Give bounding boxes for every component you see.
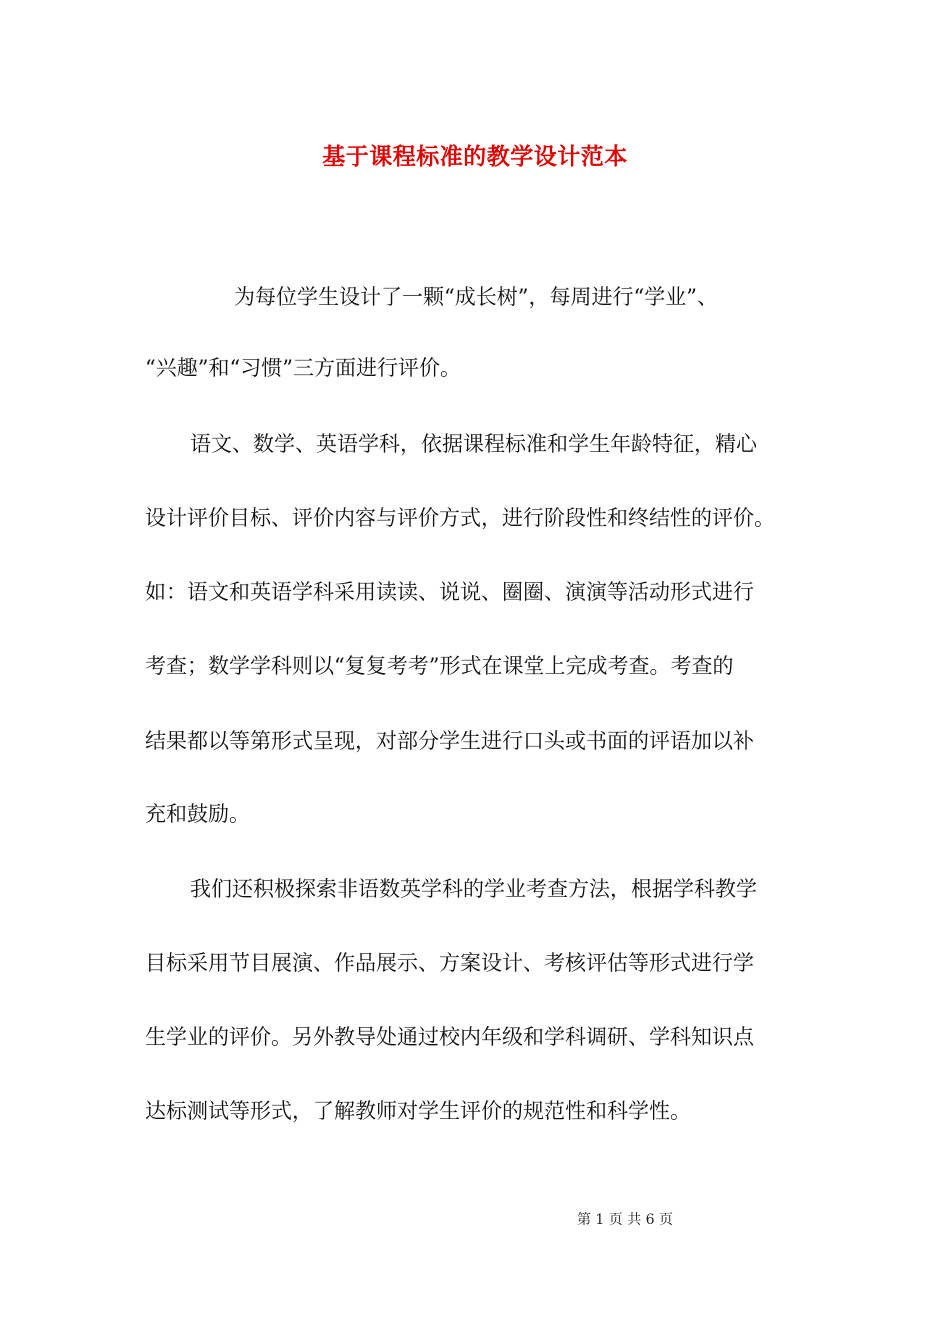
paragraph-3-line-2: 目标采用节目展演、作品展示、方案设计、考核评估等形式进行学 — [145, 951, 754, 975]
paragraph-3-line-3: 生学业的评价。另外教导处通过校内年级和学科调研、学科知识点 — [145, 1025, 754, 1049]
paragraph-2-line-2: 设计评价目标、评价内容与评价方式，进行阶段性和终结性的评价。 — [145, 506, 775, 530]
paragraph-2-line-5: 结果都以等第形式呈现，对部分学生进行口头或书面的评语加以补 — [145, 729, 754, 753]
paragraph-2-line-3: 如：语文和英语学科采用读读、说说、圈圈、演演等活动形式进行 — [145, 580, 754, 604]
paragraph-1-line-2: “兴趣”和“习惯”三方面进行评价。 — [145, 356, 461, 380]
paragraph-1-line-1: 为每位学生设计了一颗“成长树”，每周进行“学业”、 — [234, 285, 718, 309]
paragraph-2-line-1: 语文、数学、英语学科，依据课程标准和学生年龄特征，精心 — [190, 432, 757, 456]
page-footer: 第 1 页 共 6 页 — [576, 1212, 674, 1228]
paragraph-3-line-4: 达标测试等形式，了解教师对学生评价的规范性和科学性。 — [145, 1099, 691, 1123]
paragraph-3-line-1: 我们还积极探索非语数英学科的学业考查方法，根据学科教学 — [190, 877, 757, 901]
paragraph-2-line-6: 充和鼓励。 — [145, 802, 250, 826]
document-title: 基于课程标准的教学设计范本 — [322, 143, 628, 170]
paragraph-2-line-4: 考查；数学学科则以“复复考考”形式在课堂上完成考查。考查的 — [145, 654, 734, 678]
